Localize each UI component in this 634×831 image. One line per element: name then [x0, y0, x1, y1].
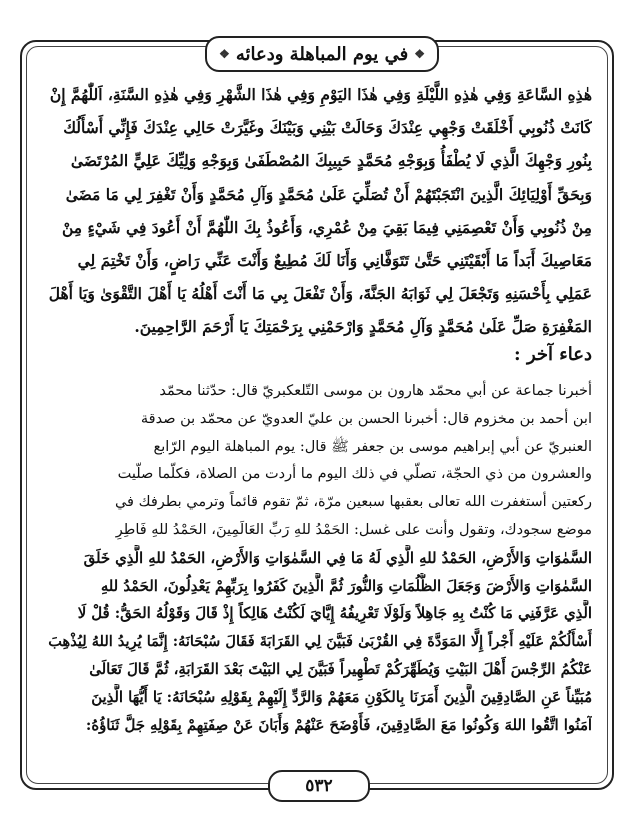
- text-line: بِنُورِ وَجْهِكَ الَّذِي لَا يُطْفَأُ وَبِوَجْهِ مُحَمَّدٍ حَبِيبِكَ المُصْطَفَىٰ وَبِوَجْهِ وَلِيِّكَ عَلِيٍّ المُرْتَضَىٰ: [70, 151, 592, 171]
- text-line: الَّذِي عَرَّفَنِي مَا كُنْتُ بِهِ جَاهِلاً وَلَوْلَا تَعْرِيفُهُ إِيَّايَ لَكُنْتُ هَالِكاً إِذْ قَالَ وَقَوْلُهُ الحَقُّ: قُلْ لَا: [77, 605, 592, 623]
- ornament-icon: ❖: [414, 47, 425, 61]
- text-line: مِنْ ذُنُوبِي وَأَنْ تَعْصِمَنِي فِيمَا بَقِيَ مِنْ عُمْرِي، وَأَعُوذُ بِكَ اللّٰهُمَّ أَنْ أَعُودَ فِي شَيْءٍ مِنْ: [61, 217, 592, 237]
- text-line: المَغْفِرَةِ صَلِّ عَلَىٰ مُحَمَّدٍ وَآلِ مُحَمَّدٍ وَارْحَمْنِي بِرَحْمَتِكَ يَا أَرْحَمَ الرَّاحِمِينَ.: [134, 317, 592, 337]
- page-number: ٥٣٢: [268, 770, 370, 802]
- text-line: ركعتين أستغفرت الله تعالى بعقبها سبعين مرّة، ثمّ تقوم قائماً وترمي بطرفك في: [114, 494, 592, 511]
- ornament-icon: ❖: [219, 47, 230, 61]
- page-title-box: [205, 36, 439, 72]
- text-line: ابن أحمد بن مخزوم قال: أخبرنا الحسن بن عليّ العدويّ عن محمّد بن صدقة: [140, 410, 592, 427]
- text-line: العنبريّ عن أبي إبراهيم موسى بن جعفر ﷺ قال: يوم المباهلة اليوم الرّابع: [153, 438, 592, 455]
- text-line: كَانَتْ ذُنُوبِي أَخْلَقَتْ وَجْهِي عِنْدَكَ وَحَالَتْ بَيْنِي وَبَيْنَكَ وغَيَّرَتْ حَالِي عِنْدَكَ فَإِنِّي أَسْأَلُكَ: [63, 118, 592, 138]
- text-line: موضع سجودك، وتقول وأنت على غسل: الحَمْدُ للهِ رَبِّ العَالَمِينَ، الحَمْدُ للهِ فَاطِرِ: [115, 521, 592, 538]
- supplication-paragraph: [42, 78, 592, 344]
- text-line: عَمَلِي بِأَحْسَنِهِ وَتَجْعَلَ لِي ثَوَابَهُ الجَنَّةَ، وَأَنْ تَفْعَلَ بِي مَا أَنْتَ أَهْلُهُ يَا أَهْلَ التَّقْوَىٰ وَيَا أَهْلَ: [48, 284, 592, 304]
- text-line: هٰذِهِ السَّاعَةِ وَفِي هٰذِهِ اللَّيْلَةِ وَفِي هٰذَا اليَوْمِ وَفِي هٰذَا الشَّهْرِ وَفِي هٰذِهِ السَّنَةِ، اَللّٰهُمَّ إِنْ: [49, 85, 592, 104]
- text-line: والعشرون من ذي الحجّة، تصلّي في ذلك اليوم ما أردت من الصلاة، فكلّما صلّيت: [117, 466, 592, 483]
- page-title: في يوم المباهلة ودعائه: [235, 43, 409, 65]
- text-line: السَّمٰوَاتِ وَالأَرْضَ وَجَعَلَ الظُّلُمَاتِ وَالنُّورَ ثُمَّ الَّذِينَ كَفَرُوا بِرَبِّهِمْ يَعْدِلُونَ، الحَمْدُ للهِ: [100, 577, 592, 595]
- text-line: أَسْأَلُكُمْ عَلَيْهِ أَجْراً إِلَّا المَوَدَّةَ فِي القُرْبَىٰ فَبَيَّنَ لِي القَرَابَةَ فَقَالَ سُبْحَانَهُ: إِنَّمَا يُرِيدُ اللهُ لِيُذْهِبَ: [48, 633, 592, 651]
- text-line: مَعَاصِيكَ أَبَداً مَا أَبْقَيْتَنِي حَتَّىٰ تَتَوَفَّانِي وَأَنَا لَكَ مُطِيعٌ وَأَنْتَ عَنِّي رَاضٍ، وَأَنْ تَخْتِمَ لِي: [77, 251, 592, 271]
- text-line: وَبِحَقِّ أَوْلِيَائِكَ الَّذِينَ انْتَجَبْتَهُمْ أَنْ تُصَلِّيَ عَلَىٰ مُحَمَّدٍ وَآلِ مُحَمَّدٍ وَأَنْ تَغْفِرَ لِي مَا مَضَىٰ: [65, 184, 592, 204]
- text-line: السَّمٰوَاتِ وَالأَرْضِ، الحَمْدُ للهِ الَّذِي لَهُ مَا فِي السَّمٰوَاتِ وَالأَرْضِ، الحَمْدُ للهِ الَّذِي خَلَقَ: [83, 549, 592, 567]
- text-line: أخبرنا جماعة عن أبي محمّد هارون بن موسى التّلعكبريّ قال: حدّثنا محمّد: [159, 383, 592, 399]
- text-line: عَنْكُمُ الرِّجْسَ أَهْلَ البَيْتِ وَيُطَهِّرَكُمْ تَطْهِيراً فَبَيَّنَ لِي البَيْتَ بَعْدَ القَرَابَةِ، ثُمَّ قَالَ تَعَالَىٰ: [89, 660, 592, 678]
- text-line: مُبَيِّناً عَنِ الصَّادِقِينَ الَّذِينَ أَمَرَنَا بِالكَوْنِ مَعَهُمْ وَالرَّدِّ إِلَيْهِمْ بِقَوْلِهِ سُبْحَانَهُ: يَا أَيُّهَا الَّذِينَ: [91, 688, 592, 706]
- section-heading: دعاء آخر :: [514, 344, 592, 365]
- text-line: آمَنُوا اتَّقُوا اللهَ وَكُونُوا مَعَ الصَّادِقِينَ، فَأَوْضَحَ عَنْهُمْ وَأَبَانَ عَنْ صِفَتِهِمْ بِقَوْلِهِ جَلَّ ثَنَاؤُهُ:: [85, 716, 592, 734]
- narration-paragraph: [42, 378, 592, 739]
